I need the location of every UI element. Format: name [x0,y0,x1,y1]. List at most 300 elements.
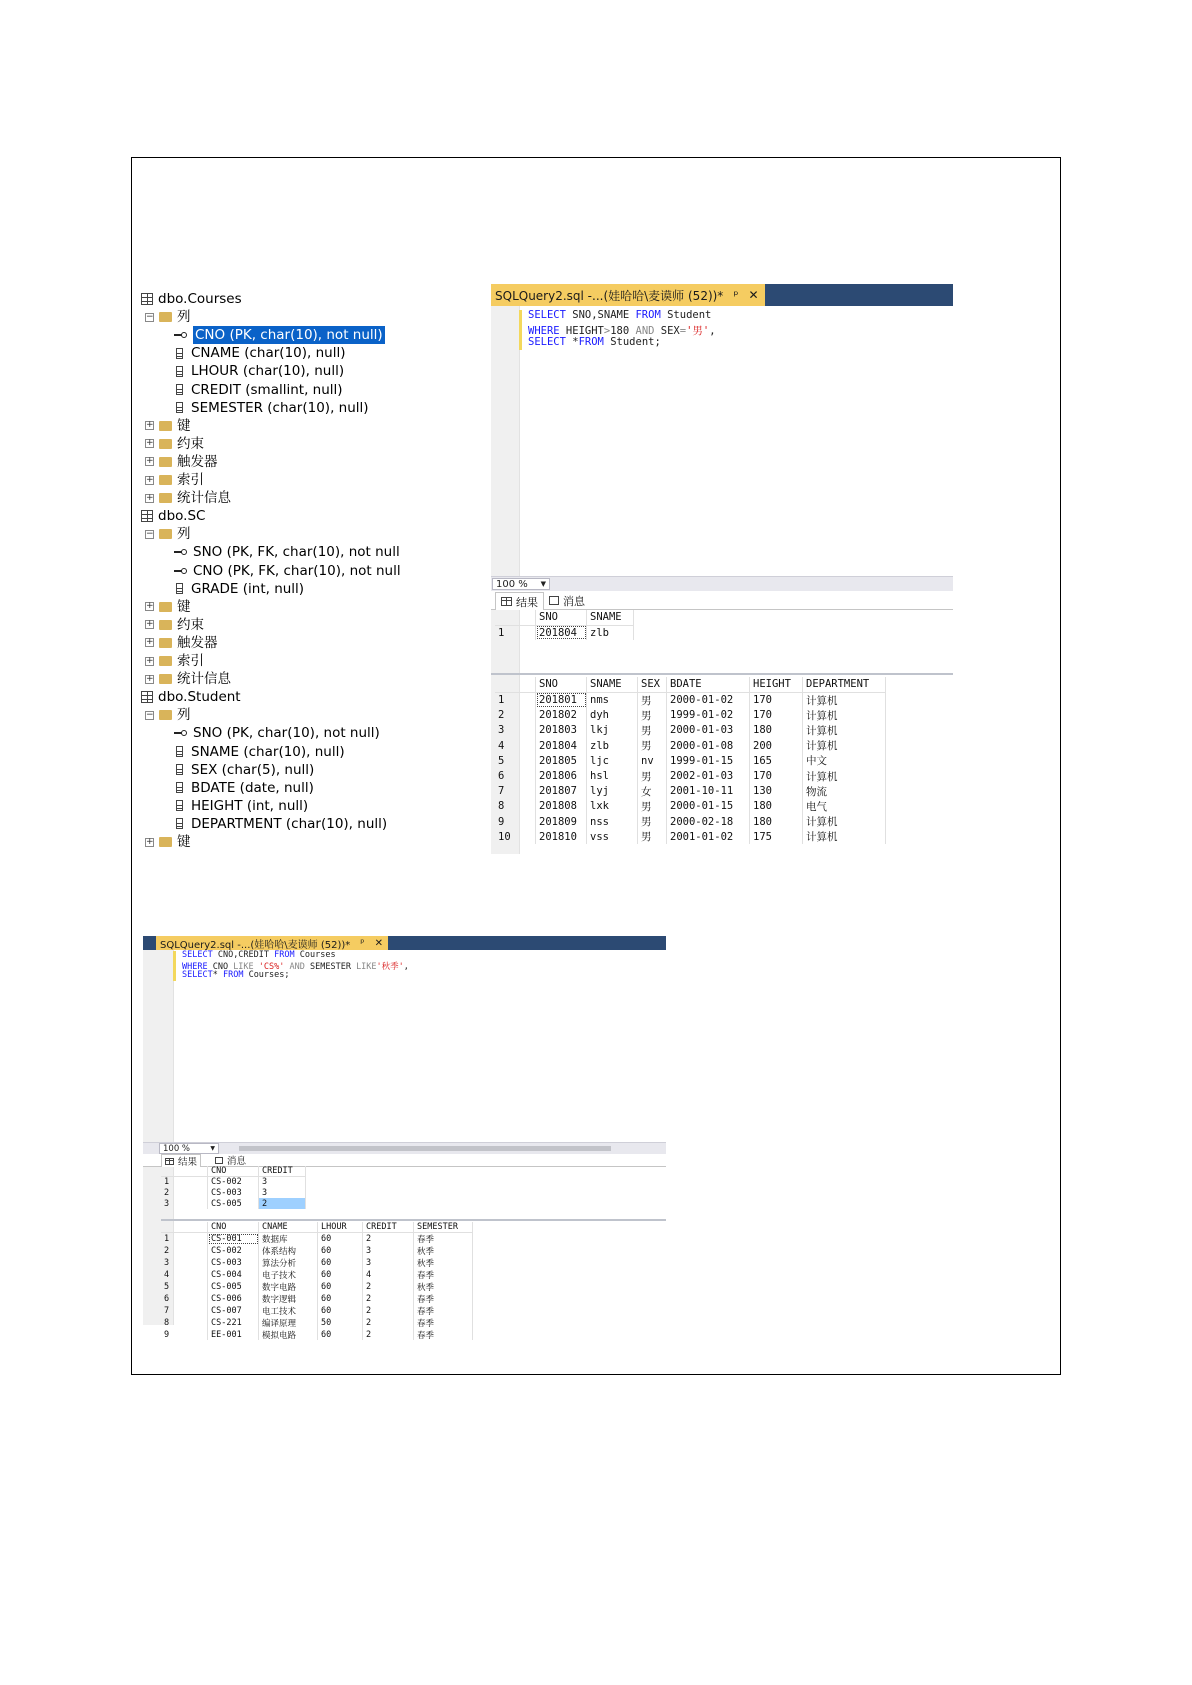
code-token: SEX [654,324,680,337]
table-cell[interactable]: 201809 [536,814,587,829]
tree-item[interactable] [174,562,401,580]
table-cell[interactable]: 201805 [536,753,587,768]
table-cell[interactable]: vss [587,829,638,844]
table-cell[interactable]: 2 [259,1198,306,1209]
table-cell[interactable]: 2 [363,1305,414,1317]
row-number: 2 [161,1245,208,1257]
tree-item[interactable] [174,326,385,344]
tree-item-label: LHOUR (char(10), null) [191,363,345,380]
row-number: 7 [161,1305,208,1317]
tree-item[interactable] [174,362,344,380]
table-cell[interactable]: 3 [259,1188,306,1199]
column-header[interactable]: SEX [638,677,667,692]
messages-icon [215,1157,223,1164]
code-line [182,970,290,980]
table-cell[interactable]: 201804 [536,738,587,753]
table-cell[interactable]: 3 [363,1245,414,1257]
table-cell[interactable]: 计算机 [803,738,886,753]
table-cell[interactable]: 计算机 [803,708,886,723]
table-cell[interactable]: 170 [750,708,803,723]
column-icon [176,402,183,413]
code-token: SNO,SNAME [565,309,636,321]
code-token: * [212,970,223,980]
row-number: 3 [495,723,536,738]
table-cell[interactable]: 计算机 [803,723,886,738]
code-token: , [709,324,716,337]
code-token: CNO [207,962,234,972]
table-row [161,1233,473,1246]
table-cell[interactable]: 165 [750,753,803,768]
table-cell[interactable]: 秋季 [414,1257,473,1269]
table-row [495,829,886,844]
zoom-select[interactable] [492,578,550,590]
tree-item[interactable] [145,598,191,616]
code-token: , [403,962,409,972]
column-icon [176,818,183,829]
table-row [495,753,886,768]
zoom-value-2: 100 % [163,1143,191,1154]
table-cell[interactable]: 2000-01-03 [667,723,750,738]
table-cell[interactable]: CS-005 [208,1281,259,1293]
column-header[interactable]: CNO [208,1166,259,1177]
tree-item-label: SNO (PK, FK, char(10), not null [193,544,400,561]
column-header[interactable]: CNO [208,1222,259,1233]
tree-item-label: CNO (PK, char(10), not null) [195,327,383,344]
tree-item[interactable] [145,634,218,652]
table-cell[interactable]: 2000-01-15 [667,799,750,814]
tree-item-label: 列 [177,707,191,724]
table-cell[interactable]: CS-003 [208,1257,259,1269]
column-header[interactable]: LHOUR [318,1222,363,1233]
table-cell[interactable]: 2 [363,1281,414,1293]
table-cell[interactable]: 2 [363,1233,414,1246]
tree-item-label: SNAME (char(10), null) [191,743,345,760]
table-cell[interactable]: ljc [587,753,638,768]
tree-item[interactable] [145,308,191,326]
code-line [528,309,711,321]
tree-item[interactable] [145,525,191,543]
tree-item[interactable] [174,815,387,833]
horizontal-scrollbar[interactable] [239,1146,611,1151]
row-number: 6 [495,768,536,783]
table-cell[interactable]: nv [638,753,667,768]
expander-minus-icon[interactable]: − [146,709,154,720]
expander-plus-icon[interactable]: + [146,456,154,467]
tree-item-label: 列 [177,526,191,543]
tree-item[interactable] [174,743,345,761]
row-number: 7 [495,784,536,799]
table-cell[interactable]: hsl [587,768,638,783]
table-cell[interactable]: lkj [587,723,638,738]
table-row [495,814,886,829]
table-row [495,692,886,708]
tree-item[interactable] [145,489,231,507]
table-cell[interactable]: 60 [318,1233,363,1246]
column-header[interactable]: DEPARTMENT [803,677,886,692]
messages-icon [549,596,559,605]
table-cell[interactable]: 3 [259,1177,306,1188]
tree-item[interactable] [174,381,343,399]
table-cell[interactable]: EE-001 [208,1329,259,1340]
close-icon[interactable]: ✕ [748,288,759,302]
tree-item-label: CNAME (char(10), null) [191,345,346,362]
table-cell[interactable]: 春季 [414,1317,473,1329]
folder-icon [159,674,172,684]
column-header[interactable]: SNO [536,610,587,625]
table-cell[interactable]: 60 [318,1305,363,1317]
table-cell[interactable]: 1999-01-02 [667,708,750,723]
row-number: 5 [495,753,536,768]
expander-plus-icon[interactable]: + [146,420,154,431]
tree-item[interactable] [145,417,191,435]
grid-icon [501,597,512,606]
table-cell[interactable]: 物流 [803,784,886,799]
code-token: CNO,CREDIT [212,950,275,960]
table-cell[interactable]: 秋季 [414,1281,473,1293]
table-cell[interactable]: 算法分析 [259,1257,318,1269]
table-cell[interactable]: 女 [638,784,667,799]
tree-item[interactable] [174,580,304,598]
code-token: SEMESTER [304,962,357,972]
table-row [495,784,886,799]
expander-plus-icon[interactable]: + [146,673,154,684]
table-cell[interactable]: dyh [587,708,638,723]
folder-icon [159,620,172,630]
row-number: 1 [161,1177,208,1188]
table-cell[interactable]: 男 [638,768,667,783]
table-row [495,625,634,640]
expander-plus-icon[interactable]: + [146,655,154,666]
query-tab-strip-2 [143,936,666,950]
tree-item-label: GRADE (int, null) [191,580,305,597]
code-token: Courses [294,950,336,960]
row-number-header [495,677,536,692]
table-cell[interactable]: 2 [363,1329,414,1340]
tree-item[interactable] [174,797,308,815]
table-cell[interactable]: 男 [638,814,667,829]
expander-plus-icon[interactable]: + [146,619,154,630]
table-cell[interactable]: 中文 [803,753,886,768]
folder-icon [159,457,172,467]
tree-item-label: dbo.Student [158,689,241,706]
folder-icon [159,837,172,847]
table-cell[interactable]: 男 [638,692,667,708]
tree-item[interactable] [174,543,400,561]
table-cell[interactable]: CS-007 [208,1305,259,1317]
table-cell[interactable]: CS-001 [208,1233,259,1246]
zoom-select-2[interactable] [159,1143,219,1154]
table-row [161,1188,306,1199]
table-row [161,1245,473,1257]
code-token: FROM [222,970,244,980]
folder-icon [159,312,172,322]
table-cell[interactable]: 60 [318,1245,363,1257]
table-cell[interactable]: 数字逻辑 [259,1293,318,1305]
table-cell[interactable]: 春季 [414,1329,473,1340]
table-cell[interactable]: CS-004 [208,1269,259,1281]
table-cell[interactable]: 201803 [536,723,587,738]
code-token: = [679,324,687,337]
table-cell[interactable]: 201808 [536,799,587,814]
table-cell[interactable]: 2001-01-02 [667,829,750,844]
table-cell[interactable]: 175 [750,829,803,844]
table-cell[interactable]: zlb [587,625,634,640]
code-token: LIKE [356,962,377,972]
table-cell[interactable]: 2000-01-02 [667,692,750,708]
table-cell[interactable]: 电子技术 [259,1269,318,1281]
table-cell[interactable]: 男 [638,723,667,738]
table-cell[interactable]: 60 [318,1293,363,1305]
expander-plus-icon[interactable]: + [146,492,154,503]
code-token: HEIGHT [559,324,604,337]
tree-item[interactable] [174,724,380,742]
table-cell[interactable]: 男 [638,799,667,814]
table-cell[interactable]: 电工技术 [259,1305,318,1317]
folder-icon [159,602,172,612]
row-number: 5 [161,1281,208,1293]
table-cell[interactable]: 201801 [536,692,587,708]
table-cell[interactable]: lyj [587,784,638,799]
row-number: 2 [495,708,536,723]
table-cell[interactable]: 180 [750,814,803,829]
table-cell[interactable]: 男 [638,738,667,753]
object-explorer-tree [141,290,486,855]
tree-item[interactable] [145,833,191,851]
tree-item[interactable] [145,616,204,634]
tab-results-label: 结果 [516,595,538,609]
code-token: Student; [603,336,661,348]
table-cell[interactable]: 3 [363,1257,414,1269]
grid-separator-2 [161,1219,666,1221]
tree-item[interactable] [145,435,204,453]
expander-minus-icon[interactable]: − [146,311,154,322]
table-cell[interactable]: 2 [363,1317,414,1329]
table-row [161,1305,473,1317]
tree-item-label: HEIGHT (int, null) [191,797,309,814]
pin-icon[interactable]: ᵖ [360,937,365,949]
pin-icon[interactable]: ᵖ [733,288,739,302]
tree-item-label: dbo.SC [158,508,206,525]
table-cell[interactable]: 计算机 [803,692,886,708]
code-line [182,950,336,960]
table-cell[interactable]: 201802 [536,708,587,723]
table-cell[interactable]: 170 [750,692,803,708]
column-header[interactable]: SEMESTER [414,1222,473,1233]
tree-item-label: 键 [177,417,191,434]
row-number: 1 [161,1233,208,1246]
query-tab-title-2: SQLQuery2.sql -...(娃哈哈\麦谟师 (52))* [160,939,351,951]
tree-item-label: 键 [177,598,191,615]
tab-results[interactable] [495,592,544,610]
table-row [495,768,886,783]
expander-minus-icon[interactable]: − [146,528,154,539]
table-cell[interactable]: CS-002 [208,1177,259,1188]
close-icon[interactable]: ✕ [374,937,383,949]
grid-separator [491,673,953,675]
row-number: 3 [161,1198,208,1209]
tree-item[interactable] [174,779,314,797]
tree-item-label: BDATE (date, null) [191,779,314,796]
tree-item[interactable] [174,399,369,417]
table-cell[interactable]: nss [587,814,638,829]
code-token: Student [660,309,712,321]
tree-item-label: CNO (PK, FK, char(10), not null [193,562,401,579]
query-tab[interactable] [491,284,765,306]
tree-item[interactable] [174,344,345,362]
query-tab-2[interactable] [156,936,388,950]
tree-item[interactable] [145,670,231,688]
row-number-header [495,610,536,625]
table-cell[interactable]: zlb [587,738,638,753]
code-token: * [565,336,579,348]
tab-messages-2[interactable] [215,1154,246,1166]
code-token: SELECT [182,950,213,960]
table-cell[interactable]: CS-002 [208,1245,259,1257]
table-cell[interactable]: 2 [363,1293,414,1305]
table-cell[interactable]: CS-006 [208,1293,259,1305]
folder-icon [159,656,172,666]
tree-item[interactable] [141,507,205,525]
table-cell[interactable]: CS-003 [208,1188,259,1199]
folder-icon [159,439,172,449]
table-cell[interactable]: 数字电路 [259,1281,318,1293]
tree-item[interactable] [145,706,191,724]
table-row [161,1281,473,1293]
table-cell[interactable]: 60 [318,1257,363,1269]
tree-item[interactable] [141,688,241,706]
tab-messages[interactable] [549,592,585,609]
table-row [161,1198,306,1209]
expander-plus-icon[interactable]: + [146,637,154,648]
table-cell[interactable]: 50 [318,1317,363,1329]
column-header[interactable]: CREDIT [363,1222,414,1233]
table-cell[interactable]: 电气 [803,799,886,814]
code-token: FROM [578,336,604,348]
table-cell[interactable]: 计算机 [803,768,886,783]
table-cell[interactable]: 180 [750,723,803,738]
table-cell[interactable]: CS-005 [208,1198,259,1209]
table-cell[interactable]: 数据库 [259,1233,318,1246]
expander-plus-icon[interactable]: + [146,601,154,612]
code-token: FROM [635,309,661,321]
table-cell[interactable]: 2001-10-11 [667,784,750,799]
table-cell[interactable]: 编译原理 [259,1317,318,1329]
table-row [495,738,886,753]
tree-item[interactable] [141,290,242,308]
table-cell[interactable]: 男 [638,829,667,844]
expander-plus-icon[interactable]: + [146,474,154,485]
table-cell[interactable]: 2000-01-08 [667,738,750,753]
table-row [161,1177,306,1188]
tree-item-label: SEMESTER (char(10), null) [191,399,369,416]
row-number: 1 [495,692,536,708]
code-token: 'CS%' [258,962,285,972]
table-cell[interactable]: 201804 [536,625,587,640]
code-token: Courses; [243,970,290,980]
table-cell[interactable]: 60 [318,1269,363,1281]
folder-icon [159,493,172,503]
table-cell[interactable]: 春季 [414,1293,473,1305]
tree-item[interactable] [145,652,204,670]
column-icon [176,384,183,395]
code-token: SELECT [182,970,213,980]
column-header[interactable]: SNAME [587,677,638,692]
tree-item[interactable] [174,761,314,779]
tree-item-label: CREDIT (smallint, null) [191,381,343,398]
tab-results-label-2: 结果 [178,1157,198,1168]
table-cell[interactable]: 2000-02-18 [667,814,750,829]
column-header[interactable]: CREDIT [259,1166,306,1177]
expander-plus-icon[interactable]: + [146,438,154,449]
table-cell[interactable]: 计算机 [803,829,886,844]
tree-item-label: DEPARTMENT (char(10), null) [191,815,388,832]
tree-item-label: 约束 [177,616,204,633]
column-header[interactable]: BDATE [667,677,750,692]
column-icon [176,366,183,377]
table-cell[interactable]: 体系结构 [259,1245,318,1257]
table-cell[interactable]: 1999-01-15 [667,753,750,768]
folder-icon [159,710,172,720]
table-cell[interactable]: 春季 [414,1233,473,1246]
table-cell[interactable]: 201810 [536,829,587,844]
table-cell[interactable]: 春季 [414,1269,473,1281]
table-cell[interactable]: 春季 [414,1305,473,1317]
table-cell[interactable]: 200 [750,738,803,753]
tab-messages-label: 消息 [563,594,585,608]
code-line [528,336,661,348]
column-header[interactable]: CNAME [259,1222,318,1233]
table-cell[interactable]: 170 [750,768,803,783]
row-number: 8 [161,1317,208,1329]
column-header[interactable]: HEIGHT [750,677,803,692]
table-cell[interactable]: 201807 [536,784,587,799]
table-cell[interactable]: lxk [587,799,638,814]
table-cell[interactable]: CS-221 [208,1317,259,1329]
table-cell[interactable]: 4 [363,1269,414,1281]
column-header[interactable]: SNO [536,677,587,692]
row-number: 6 [161,1293,208,1305]
table-cell[interactable]: 60 [318,1329,363,1340]
code-token: '男' [686,324,710,337]
key-icon [174,549,187,555]
column-header[interactable]: SNAME [587,610,634,625]
expander-plus-icon[interactable]: + [146,836,154,847]
table-cell[interactable]: 130 [750,784,803,799]
table-cell[interactable]: 秋季 [414,1245,473,1257]
result-grid-4 [161,1222,473,1340]
table-cell[interactable]: 男 [638,708,667,723]
table-cell[interactable]: 计算机 [803,814,886,829]
code-token: > [603,324,611,337]
table-cell[interactable]: 2002-01-03 [667,768,750,783]
key-icon [174,568,187,574]
column-icon [176,782,183,793]
tree-item-label: 触发器 [177,634,218,651]
results-tabs [491,591,953,610]
tree-item[interactable] [145,453,218,471]
table-cell[interactable]: 60 [318,1281,363,1293]
tree-item[interactable] [145,471,204,489]
row-number: 2 [161,1188,208,1199]
zoom-value: 100 % [496,578,528,590]
table-cell[interactable]: 模拟电路 [259,1329,318,1340]
table-cell[interactable]: nms [587,692,638,708]
zoom-bar [491,576,953,591]
table-cell[interactable]: 201806 [536,768,587,783]
table-cell[interactable]: 180 [750,799,803,814]
table-row [161,1293,473,1305]
code-token: AND [289,962,305,972]
